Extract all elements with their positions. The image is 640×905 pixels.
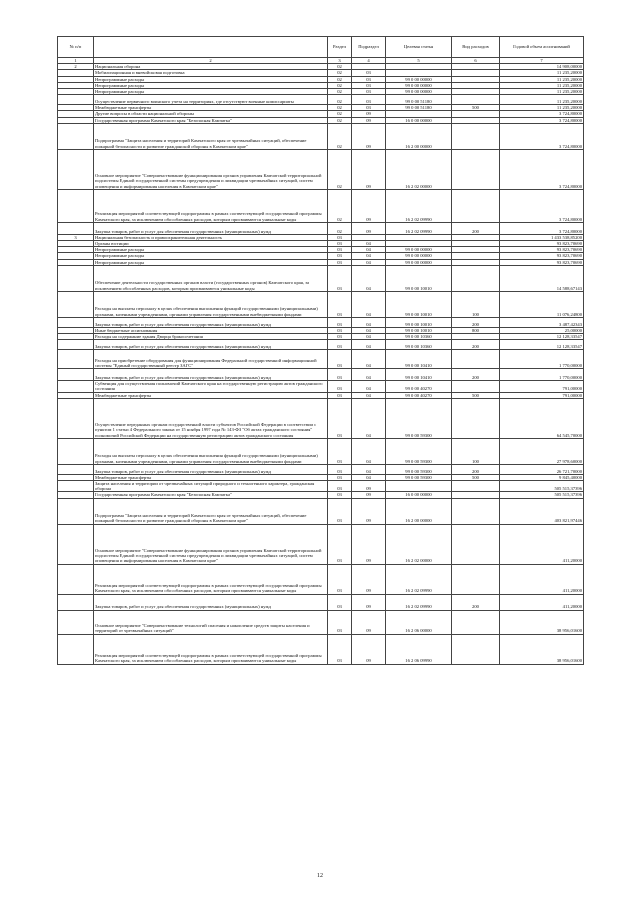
row-annual-sum: 411,20000 <box>500 524 584 564</box>
row-subsection: 09 <box>352 123 386 149</box>
row-expense-type <box>452 398 500 438</box>
row-target-article: 99 0 00 59300 <box>386 398 452 438</box>
table-row <box>58 340 584 350</box>
row-annual-sum: 791,00000 <box>500 392 584 398</box>
row-target-article: 99 0 00 10410 <box>386 350 452 369</box>
row-subsection: 04 <box>352 398 386 438</box>
row-name: Национальная безопасность и правоохранительная деятельность <box>94 234 328 240</box>
row-target-article: 16 2 06 09990 <box>386 634 452 664</box>
row-section: 03 <box>328 334 352 340</box>
row-target-article: 99 0 00 40270 <box>386 381 452 392</box>
row-annual-sum: 12 128,33547 <box>500 340 584 350</box>
row-section: 02 <box>328 222 352 234</box>
row-target-article: 99 0 00 59300 <box>386 464 452 474</box>
row-expense-type: 200 <box>452 317 500 327</box>
row-annual-sum: 93 823,70690 <box>500 259 584 265</box>
row-annual-sum: 403 821,97446 <box>500 498 584 524</box>
row-name: Закупка товаров, работ и услуг для обеспечения государственных (муниципальных) нужд <box>94 222 328 234</box>
row-target-article: 16 2 02 09990 <box>386 222 452 234</box>
row-target-article: 99 0 00 10010 <box>386 327 452 333</box>
row-name: Непрограммные расходы <box>94 259 328 265</box>
row-expense-type <box>452 610 500 634</box>
row-target-article: 16 0 00 00000 <box>386 492 452 498</box>
row-section: 03 <box>328 464 352 474</box>
row-annual-sum: 11 076,24800 <box>500 291 584 317</box>
row-target-article: 99 0 00 59300 <box>386 438 452 464</box>
header-annual-sum: Годовой объем ассигнований <box>500 37 584 58</box>
row-expense-type <box>452 481 500 492</box>
row-name: Расходы на приобретение оборудования для функционирования Федеральной государственной информационной системы "Единый государственный реестр ЗАГС" <box>94 350 328 369</box>
row-target-article: 99 0 00 00000 <box>386 247 452 253</box>
table-row <box>58 594 584 610</box>
row-annual-sum: 14 588,67143 <box>500 265 584 291</box>
row-subsection: 09 <box>352 524 386 564</box>
row-name: Осуществление первичного воинского учета на территориях, где отсутствуют военные комиссариаты <box>94 95 328 105</box>
table-row <box>58 222 584 234</box>
header-subsection: Подраздел <box>352 37 386 58</box>
row-number: 3 <box>58 234 94 240</box>
row-annual-sum: 64 545,70000 <box>500 398 584 438</box>
index-cell: 4 <box>352 58 386 64</box>
row-number <box>58 369 94 381</box>
table-row <box>58 498 584 524</box>
row-section: 02 <box>328 95 352 105</box>
row-number <box>58 498 94 524</box>
row-annual-sum: 27 978,60000 <box>500 438 584 464</box>
row-subsection: 03 <box>352 76 386 82</box>
row-subsection: 04 <box>352 253 386 259</box>
row-target-article: 16 2 02 09990 <box>386 594 452 610</box>
row-annual-sum: 505 515,37396 <box>500 481 584 492</box>
row-annual-sum: 3 724,80000 <box>500 111 584 117</box>
row-expense-type: 500 <box>452 105 500 111</box>
row-name: Закупка товаров, работ и услуг для обеспечения государственных (муниципальных) нужд <box>94 317 328 327</box>
table-row <box>58 634 584 664</box>
row-number <box>58 350 94 369</box>
row-name: Межбюджетные трансферты <box>94 392 328 398</box>
row-number <box>58 481 94 492</box>
row-expense-type <box>452 564 500 594</box>
row-annual-sum: 1 433 538,85200 <box>500 234 584 240</box>
row-section: 03 <box>328 474 352 480</box>
row-subsection: 09 <box>352 498 386 524</box>
row-number <box>58 189 94 222</box>
row-annual-sum: 11 235,20000 <box>500 89 584 95</box>
index-cell: 7 <box>500 58 584 64</box>
row-section: 02 <box>328 111 352 117</box>
row-annual-sum: 11 235,20000 <box>500 95 584 105</box>
row-expense-type <box>452 265 500 291</box>
row-subsection: 04 <box>352 291 386 317</box>
row-expense-type: 200 <box>452 222 500 234</box>
row-section: 02 <box>328 149 352 189</box>
row-subsection: 03 <box>352 70 386 76</box>
header-target-article: Целевая статья <box>386 37 452 58</box>
row-subsection: 09 <box>352 610 386 634</box>
row-section: 03 <box>328 369 352 381</box>
row-number <box>58 438 94 464</box>
row-annual-sum: 3 724,80000 <box>500 189 584 222</box>
row-subsection: 09 <box>352 594 386 610</box>
row-expense-type: 200 <box>452 594 500 610</box>
row-subsection: 09 <box>352 111 386 117</box>
row-subsection: 04 <box>352 259 386 265</box>
row-annual-sum: 11 235,20000 <box>500 70 584 76</box>
row-annual-sum: 93 823,70690 <box>500 253 584 259</box>
row-subsection: 09 <box>352 189 386 222</box>
row-number <box>58 398 94 438</box>
row-target-article: 16 0 00 00000 <box>386 117 452 123</box>
table-row <box>58 610 584 634</box>
row-section: 02 <box>328 123 352 149</box>
row-annual-sum: 93 823,70690 <box>500 241 584 247</box>
row-name: Национальная оборона <box>94 64 328 70</box>
row-subsection: 04 <box>352 340 386 350</box>
row-annual-sum: 411,20000 <box>500 564 584 594</box>
row-target-article: 99 0 00 10010 <box>386 291 452 317</box>
row-section: 03 <box>328 265 352 291</box>
row-section: 03 <box>328 564 352 594</box>
table-row <box>58 149 584 189</box>
row-annual-sum: 1 770,00000 <box>500 369 584 381</box>
header-section: Раздел <box>328 37 352 58</box>
row-target-article: 99 0 00 51180 <box>386 105 452 111</box>
row-name: Обеспечение деятельности государственных органов власти (государственных органов) Камчатского края, за исключением обособленных расходов, которым присваиваются уникальные коды <box>94 265 328 291</box>
row-name: Непрограммные расходы <box>94 76 328 82</box>
table-row <box>58 95 584 105</box>
row-expense-type <box>452 524 500 564</box>
row-subsection: 03 <box>352 89 386 95</box>
index-cell: 3 <box>328 58 352 64</box>
row-subsection: 04 <box>352 464 386 474</box>
row-annual-sum: 3 724,80000 <box>500 123 584 149</box>
row-subsection: 09 <box>352 149 386 189</box>
row-target-article <box>386 481 452 492</box>
row-annual-sum: 1 770,00000 <box>500 350 584 369</box>
row-name: Реализация мероприятий соответствующей подпрограммы в рамках соответствующей государственной программы Камчатского края, за исключением обособленных расходов, которым присваиваются уникальные коды <box>94 189 328 222</box>
row-name: Непрограммные расходы <box>94 253 328 259</box>
row-number <box>58 222 94 234</box>
row-section: 03 <box>328 317 352 327</box>
row-subsection: 04 <box>352 474 386 480</box>
row-target-article: 16 2 02 09990 <box>386 564 452 594</box>
row-target-article: 99 0 00 00000 <box>386 89 452 95</box>
row-name: Государственная программа Камчатского края "Безопасная Камчатка" <box>94 492 328 498</box>
row-name: Осуществление переданных органам государственной власти субъектов Российской Федерации в соответствии с пунктом 1 статьи 4 Федерального закона от 15 ноября 1997 года № 143-ФЗ "Об актах гражданского состояния" полномочий Российской Федерации на государственную регистрацию актов гражданского состояния <box>94 398 328 438</box>
row-expense-type <box>452 149 500 189</box>
row-subsection: 04 <box>352 392 386 398</box>
row-expense-type: 500 <box>452 392 500 398</box>
table-row <box>58 189 584 222</box>
row-name: Защита населения и территории от чрезвычайных ситуаций природного и техногенного характера, гражданская оборона <box>94 481 328 492</box>
row-annual-sum: 14 908,00000 <box>500 64 584 70</box>
row-name: Государственная программа Камчатского края "Безопасная Камчатка" <box>94 117 328 123</box>
row-annual-sum: 411,20000 <box>500 594 584 610</box>
row-number <box>58 564 94 594</box>
row-subsection: 04 <box>352 369 386 381</box>
budget-allocation-table <box>57 36 584 665</box>
row-subsection: 03 <box>352 95 386 105</box>
row-number: 2 <box>58 64 94 70</box>
row-subsection: 09 <box>352 634 386 664</box>
row-expense-type <box>452 123 500 149</box>
row-target-article: 16 2 02 00000 <box>386 524 452 564</box>
row-number <box>58 291 94 317</box>
row-name: Органы юстиции <box>94 241 328 247</box>
row-target-article: 99 0 00 00000 <box>386 259 452 265</box>
row-target-article: 16 2 02 09990 <box>386 189 452 222</box>
row-subsection: 04 <box>352 247 386 253</box>
row-subsection: 04 <box>352 241 386 247</box>
table-row <box>58 481 584 492</box>
header-expense-type: Вид расходов <box>452 37 500 58</box>
row-name: Основное мероприятие "Совершенствование функционирования органов управления Камчатской территориальной подсистемы Единой государственной системы предупреждения и ликвидации чрезвычайных ситуаций, систем оповещения и информирования населения в Камчатском крае" <box>94 524 328 564</box>
table-header-row <box>58 37 584 58</box>
row-section: 03 <box>328 634 352 664</box>
row-annual-sum: 38 956,01600 <box>500 634 584 664</box>
page-number: 12 <box>317 873 323 879</box>
row-section: 03 <box>328 398 352 438</box>
row-name: Закупка товаров, работ и услуг для обеспечения государственных (муниципальных) нужд <box>94 369 328 381</box>
row-subsection: 09 <box>352 481 386 492</box>
table-row <box>58 564 584 594</box>
row-name: Расходы на выплаты персоналу в целях обеспечения выполнения функций государственными (муниципальными) органами, казенными учреждениями, органами управления государственными внебюджетными фондами <box>94 438 328 464</box>
row-section: 03 <box>328 381 352 392</box>
row-name: Реализация мероприятий соответствующей подпрограммы в рамках соответствующей государственной программы Камчатского края, за исключением обособленных расходов, которым присваиваются уникальные коды <box>94 634 328 664</box>
row-expense-type: 100 <box>452 438 500 464</box>
row-name: Другие вопросы в области национальной обороны <box>94 111 328 117</box>
row-target-article: 16 2 00 00000 <box>386 498 452 524</box>
row-target-article: 16 2 06 00000 <box>386 610 452 634</box>
row-name: Закупка товаров, работ и услуг для обеспечения государственных (муниципальных) нужд <box>94 594 328 610</box>
row-section: 02 <box>328 189 352 222</box>
row-subsection: 04 <box>352 438 386 464</box>
row-subsection: 03 <box>352 82 386 88</box>
index-cell: 1 <box>58 58 94 64</box>
row-subsection: 09 <box>352 222 386 234</box>
row-annual-sum: 11 235,20000 <box>500 82 584 88</box>
row-section: 03 <box>328 392 352 398</box>
row-section: 03 <box>328 524 352 564</box>
row-target-article: 99 0 00 59300 <box>386 474 452 480</box>
row-section: 03 <box>328 241 352 247</box>
row-number <box>58 265 94 291</box>
row-annual-sum: 3 724,80000 <box>500 117 584 123</box>
row-number <box>58 524 94 564</box>
row-subsection: 04 <box>352 334 386 340</box>
row-expense-type: 800 <box>452 327 500 333</box>
row-subsection: 09 <box>352 492 386 498</box>
table-row <box>58 265 584 291</box>
row-annual-sum: 93 823,70690 <box>500 247 584 253</box>
row-annual-sum: 505 515,37396 <box>500 492 584 498</box>
row-section: 03 <box>328 327 352 333</box>
row-target-article: 16 2 02 00000 <box>386 149 452 189</box>
row-section: 03 <box>328 253 352 259</box>
index-cell: 5 <box>386 58 452 64</box>
row-subsection: 09 <box>352 117 386 123</box>
row-section: 03 <box>328 438 352 464</box>
row-annual-sum: 791,00000 <box>500 381 584 392</box>
row-section: 02 <box>328 89 352 95</box>
row-number <box>58 381 94 392</box>
row-name: Мобилизационная и вневойсковая подготовка <box>94 70 328 76</box>
row-section: 02 <box>328 117 352 123</box>
row-target-article: 99 0 00 00000 <box>386 253 452 259</box>
table-row <box>58 291 584 317</box>
row-target-article: 99 0 00 10410 <box>386 369 452 381</box>
row-name: Субвенция для осуществления полномочий Камчатского края на государственную регистрацию актов гражданского состояния <box>94 381 328 392</box>
table-row <box>58 464 584 474</box>
row-expense-type <box>452 634 500 664</box>
row-annual-sum: 3 724,80000 <box>500 222 584 234</box>
row-name: Закупка товаров, работ и услуг для обеспечения государственных (муниципальных) нужд <box>94 340 328 350</box>
row-section: 02 <box>328 70 352 76</box>
row-subsection: 09 <box>352 564 386 594</box>
row-expense-type <box>452 350 500 369</box>
row-name: Расходы на выплаты персоналу в целях обеспечения выполнения функций государственными (муниципальными) органами, казенными учреждениями, органами управления государственными внебюджетными фондами <box>94 291 328 317</box>
row-subsection: 04 <box>352 350 386 369</box>
index-cell: 2 <box>94 58 328 64</box>
row-annual-sum: 25,00000 <box>500 327 584 333</box>
row-expense-type <box>452 381 500 392</box>
row-annual-sum: 12 128,33547 <box>500 334 584 340</box>
row-section: 03 <box>328 610 352 634</box>
row-target-article: 99 0 00 10010 <box>386 317 452 327</box>
row-target-article: 99 0 00 00000 <box>386 76 452 82</box>
row-expense-type: 500 <box>452 474 500 480</box>
row-expense-type <box>452 189 500 222</box>
row-annual-sum: 26 721,70000 <box>500 464 584 474</box>
row-section: 03 <box>328 247 352 253</box>
row-section: 03 <box>328 340 352 350</box>
row-name: Подпрограмма "Защита населения и территорий Камчатского края от чрезвычайных ситуаций, обеспечение пожарной безопасности и развитие гражданской обороны в Камчатском крае" <box>94 123 328 149</box>
row-number <box>58 634 94 664</box>
row-section: 03 <box>328 498 352 524</box>
table-row <box>58 381 584 392</box>
row-name: Основное мероприятие "Совершенствование технологий спасения и накопление средств защиты населения и территорий от чрезвычайных ситуаций" <box>94 610 328 634</box>
row-expense-type: 200 <box>452 340 500 350</box>
row-section: 02 <box>328 76 352 82</box>
row-annual-sum: 3 487,42343 <box>500 317 584 327</box>
row-name: Непрограммные расходы <box>94 247 328 253</box>
row-annual-sum: 38 956,01600 <box>500 610 584 634</box>
row-number <box>58 594 94 610</box>
row-number <box>58 95 94 105</box>
row-expense-type: 200 <box>452 369 500 381</box>
row-target-article: 99 0 00 51180 <box>386 95 452 105</box>
row-number <box>58 464 94 474</box>
row-number <box>58 610 94 634</box>
row-section: 03 <box>328 492 352 498</box>
row-subsection: 03 <box>352 105 386 111</box>
row-name: Закупка товаров, работ и услуг для обеспечения государственных (муниципальных) нужд <box>94 464 328 474</box>
header-number: № п/п <box>58 37 94 58</box>
row-subsection: 04 <box>352 265 386 291</box>
row-number <box>58 149 94 189</box>
row-section: 03 <box>328 234 352 240</box>
row-subsection: 04 <box>352 381 386 392</box>
row-name: Непрограммные расходы <box>94 89 328 95</box>
row-name: Иные бюджетные ассигнования <box>94 327 328 333</box>
table-row <box>58 317 584 327</box>
row-expense-type <box>452 95 500 105</box>
row-target-article: 99 0 00 10010 <box>386 265 452 291</box>
table-row <box>58 398 584 438</box>
row-section: 03 <box>328 350 352 369</box>
row-target-article: 99 0 00 10360 <box>386 340 452 350</box>
row-number <box>58 123 94 149</box>
row-section: 02 <box>328 82 352 88</box>
row-annual-sum: 11 235,20000 <box>500 76 584 82</box>
row-name: Реализация мероприятий соответствующей подпрограммы в рамках соответствующей государственной программы Камчатского края, за исключением обособленных расходов, которым присваиваются уникальные коды <box>94 564 328 594</box>
table-row <box>58 369 584 381</box>
row-name: Непрограммные расходы <box>94 82 328 88</box>
row-target-article: 99 0 00 00000 <box>386 82 452 88</box>
row-section: 02 <box>328 64 352 70</box>
row-annual-sum: 11 235,20000 <box>500 105 584 111</box>
row-expense-type: 100 <box>452 291 500 317</box>
row-name: Расходы на содержание здания Дворца бракосочетания <box>94 334 328 340</box>
row-annual-sum: 3 724,80000 <box>500 149 584 189</box>
row-name: Межбюджетные трансферты <box>94 105 328 111</box>
row-name: Основное мероприятие "Совершенствование функционирования органов управления Камчатской территориальной подсистемы Единой государственной системы предупреждения и ликвидации чрезвычайных ситуаций, систем оповещения и информирования населения в Камчатском крае" <box>94 149 328 189</box>
row-target-article: 99 0 00 10360 <box>386 334 452 340</box>
row-section: 03 <box>328 291 352 317</box>
row-section: 03 <box>328 594 352 610</box>
index-cell: 6 <box>452 58 500 64</box>
row-target-article: 99 0 00 40270 <box>386 392 452 398</box>
row-name: Межбюджетные трансферты <box>94 474 328 480</box>
row-number <box>58 317 94 327</box>
row-subsection: 04 <box>352 317 386 327</box>
table-row <box>58 350 584 369</box>
row-annual-sum: 9 845,40000 <box>500 474 584 480</box>
row-section: 03 <box>328 481 352 492</box>
table-body <box>58 64 584 664</box>
row-expense-type <box>452 498 500 524</box>
row-expense-type: 200 <box>452 464 500 474</box>
table-row <box>58 123 584 149</box>
row-name: Подпрограмма "Защита населения и территорий Камчатского края от чрезвычайных ситуаций, обеспечение пожарной безопасности и развитие гражданской обороны в Камчатском крае" <box>94 498 328 524</box>
row-target-article: 16 2 00 00000 <box>386 123 452 149</box>
table-row <box>58 524 584 564</box>
row-number <box>58 340 94 350</box>
row-section: 03 <box>328 259 352 265</box>
row-section: 02 <box>328 105 352 111</box>
table-row <box>58 438 584 464</box>
header-name <box>94 37 328 58</box>
row-subsection: 04 <box>352 327 386 333</box>
